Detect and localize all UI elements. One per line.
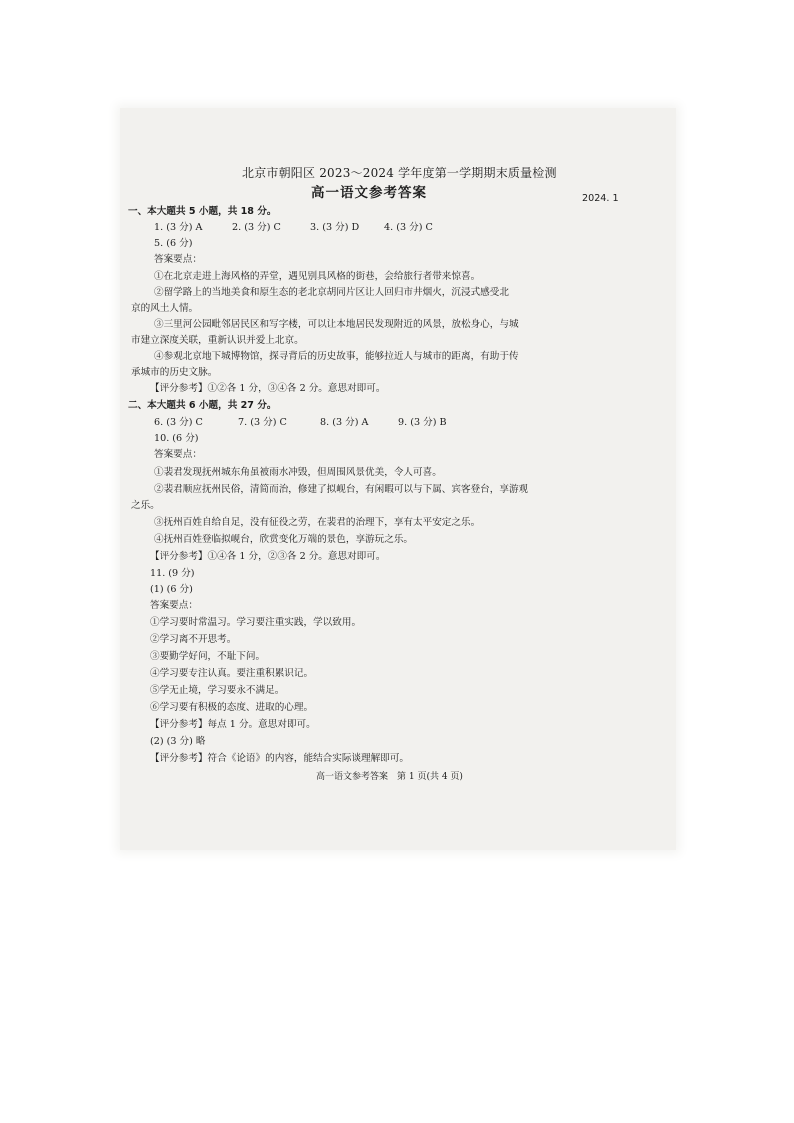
point-text: ④抚州百姓登临拟岘台，欣赏变化万端的景色，享游玩之乐。 <box>154 534 414 545</box>
document-subtitle: 高一语文参考答案 <box>311 185 427 201</box>
scoring-note: 【评分参考】每点 1 分。意思对即可。 <box>150 719 316 730</box>
point-text: ②学习离不开思考。 <box>150 634 237 645</box>
answer-q11: 11. (9 分) <box>150 568 195 579</box>
answer-q5: 5. (6 分) <box>154 238 193 249</box>
section-1-heading: 一、本大题共 5 小题，共 18 分。 <box>128 206 277 217</box>
point-text: ①学习要时常温习。学习要注重实践，学以致用。 <box>150 617 362 628</box>
answer-q4: 4. (3 分) C <box>384 222 433 233</box>
answer-q11-part2: (2) (3 分) 略 <box>150 736 206 747</box>
answer-q9: 9. (3 分) B <box>398 417 447 428</box>
scoring-note: 【评分参考】①④各 1 分，②③各 2 分。意思对即可。 <box>150 551 386 562</box>
answer-q3: 3. (3 分) D <box>310 222 360 233</box>
answer-q10: 10. (6 分) <box>154 433 199 444</box>
answer-q2: 2. (3 分) C <box>232 222 281 233</box>
point-text: ②留学路上的当地美食和原生态的老北京胡同片区让人回归市井烟火，沉浸式感受北 <box>154 287 509 298</box>
answer-q7: 7. (3 分) C <box>238 417 287 428</box>
answer-q6: 6. (3 分) C <box>154 417 203 428</box>
point-text: ⑤学无止境，学习要永不满足。 <box>150 685 285 696</box>
document-date: 2024. 1 <box>582 193 619 204</box>
point-text: ③要勤学好问，不耻下问。 <box>150 651 266 662</box>
point-text: ①裴君发现抚州城东角虽被雨水冲毁，但周围风景优美，令人可喜。 <box>154 467 442 478</box>
point-text: 之乐。 <box>131 500 160 511</box>
point-text: ②裴君顺应抚州民俗，清简而治，修建了拟岘台，有闲暇可以与下属、宾客登台，享游观 <box>154 484 529 495</box>
scoring-note: 【评分参考】符合《论语》的内容，能结合实际谈理解即可。 <box>150 753 410 764</box>
point-text: ④参观北京地下城博物馆，探寻背后的历史故事，能够拉近人与城市的距离，有助于传 <box>154 351 519 362</box>
point-text: 京的风土人情。 <box>131 303 199 314</box>
point-text: ⑥学习要有积极的态度、进取的心理。 <box>150 702 314 713</box>
points-label: 答案要点： <box>154 254 202 265</box>
points-label: 答案要点： <box>150 600 198 611</box>
page-footer: 高一语文参考答案 第 1 页(共 4 页) <box>316 772 463 782</box>
section-2-heading: 二、本大题共 6 小题，共 27 分。 <box>128 400 277 411</box>
scoring-note: 【评分参考】①②各 1 分，③④各 2 分。意思对即可。 <box>150 383 386 394</box>
scanned-answer-sheet <box>120 108 676 850</box>
point-text: ④学习要专注认真。要注重积累识记。 <box>150 668 314 679</box>
point-text: ③抚州百姓自给自足，没有征役之劳，在裴君的治理下，享有太平安定之乐。 <box>154 517 481 528</box>
point-text: ①在北京走进上海风格的弄堂，遇见别具风格的街巷，会给旅行者带来惊喜。 <box>154 271 481 282</box>
point-text: 市建立深度关联，重新认识并爱上北京。 <box>131 335 304 346</box>
answer-q8: 8. (3 分) A <box>320 417 369 428</box>
document-title: 北京市朝阳区 2023～2024 学年度第一学期期末质量检测 <box>242 166 557 180</box>
points-label: 答案要点： <box>154 449 202 460</box>
answer-q1: 1. (3 分) A <box>154 222 203 233</box>
point-text: 承城市的历史文脉。 <box>131 367 218 378</box>
answer-q11-part1: (1) (6 分) <box>150 584 193 595</box>
point-text: ③三里河公园毗邻居民区和写字楼，可以让本地居民发现附近的风景，放松身心，与城 <box>154 319 519 330</box>
